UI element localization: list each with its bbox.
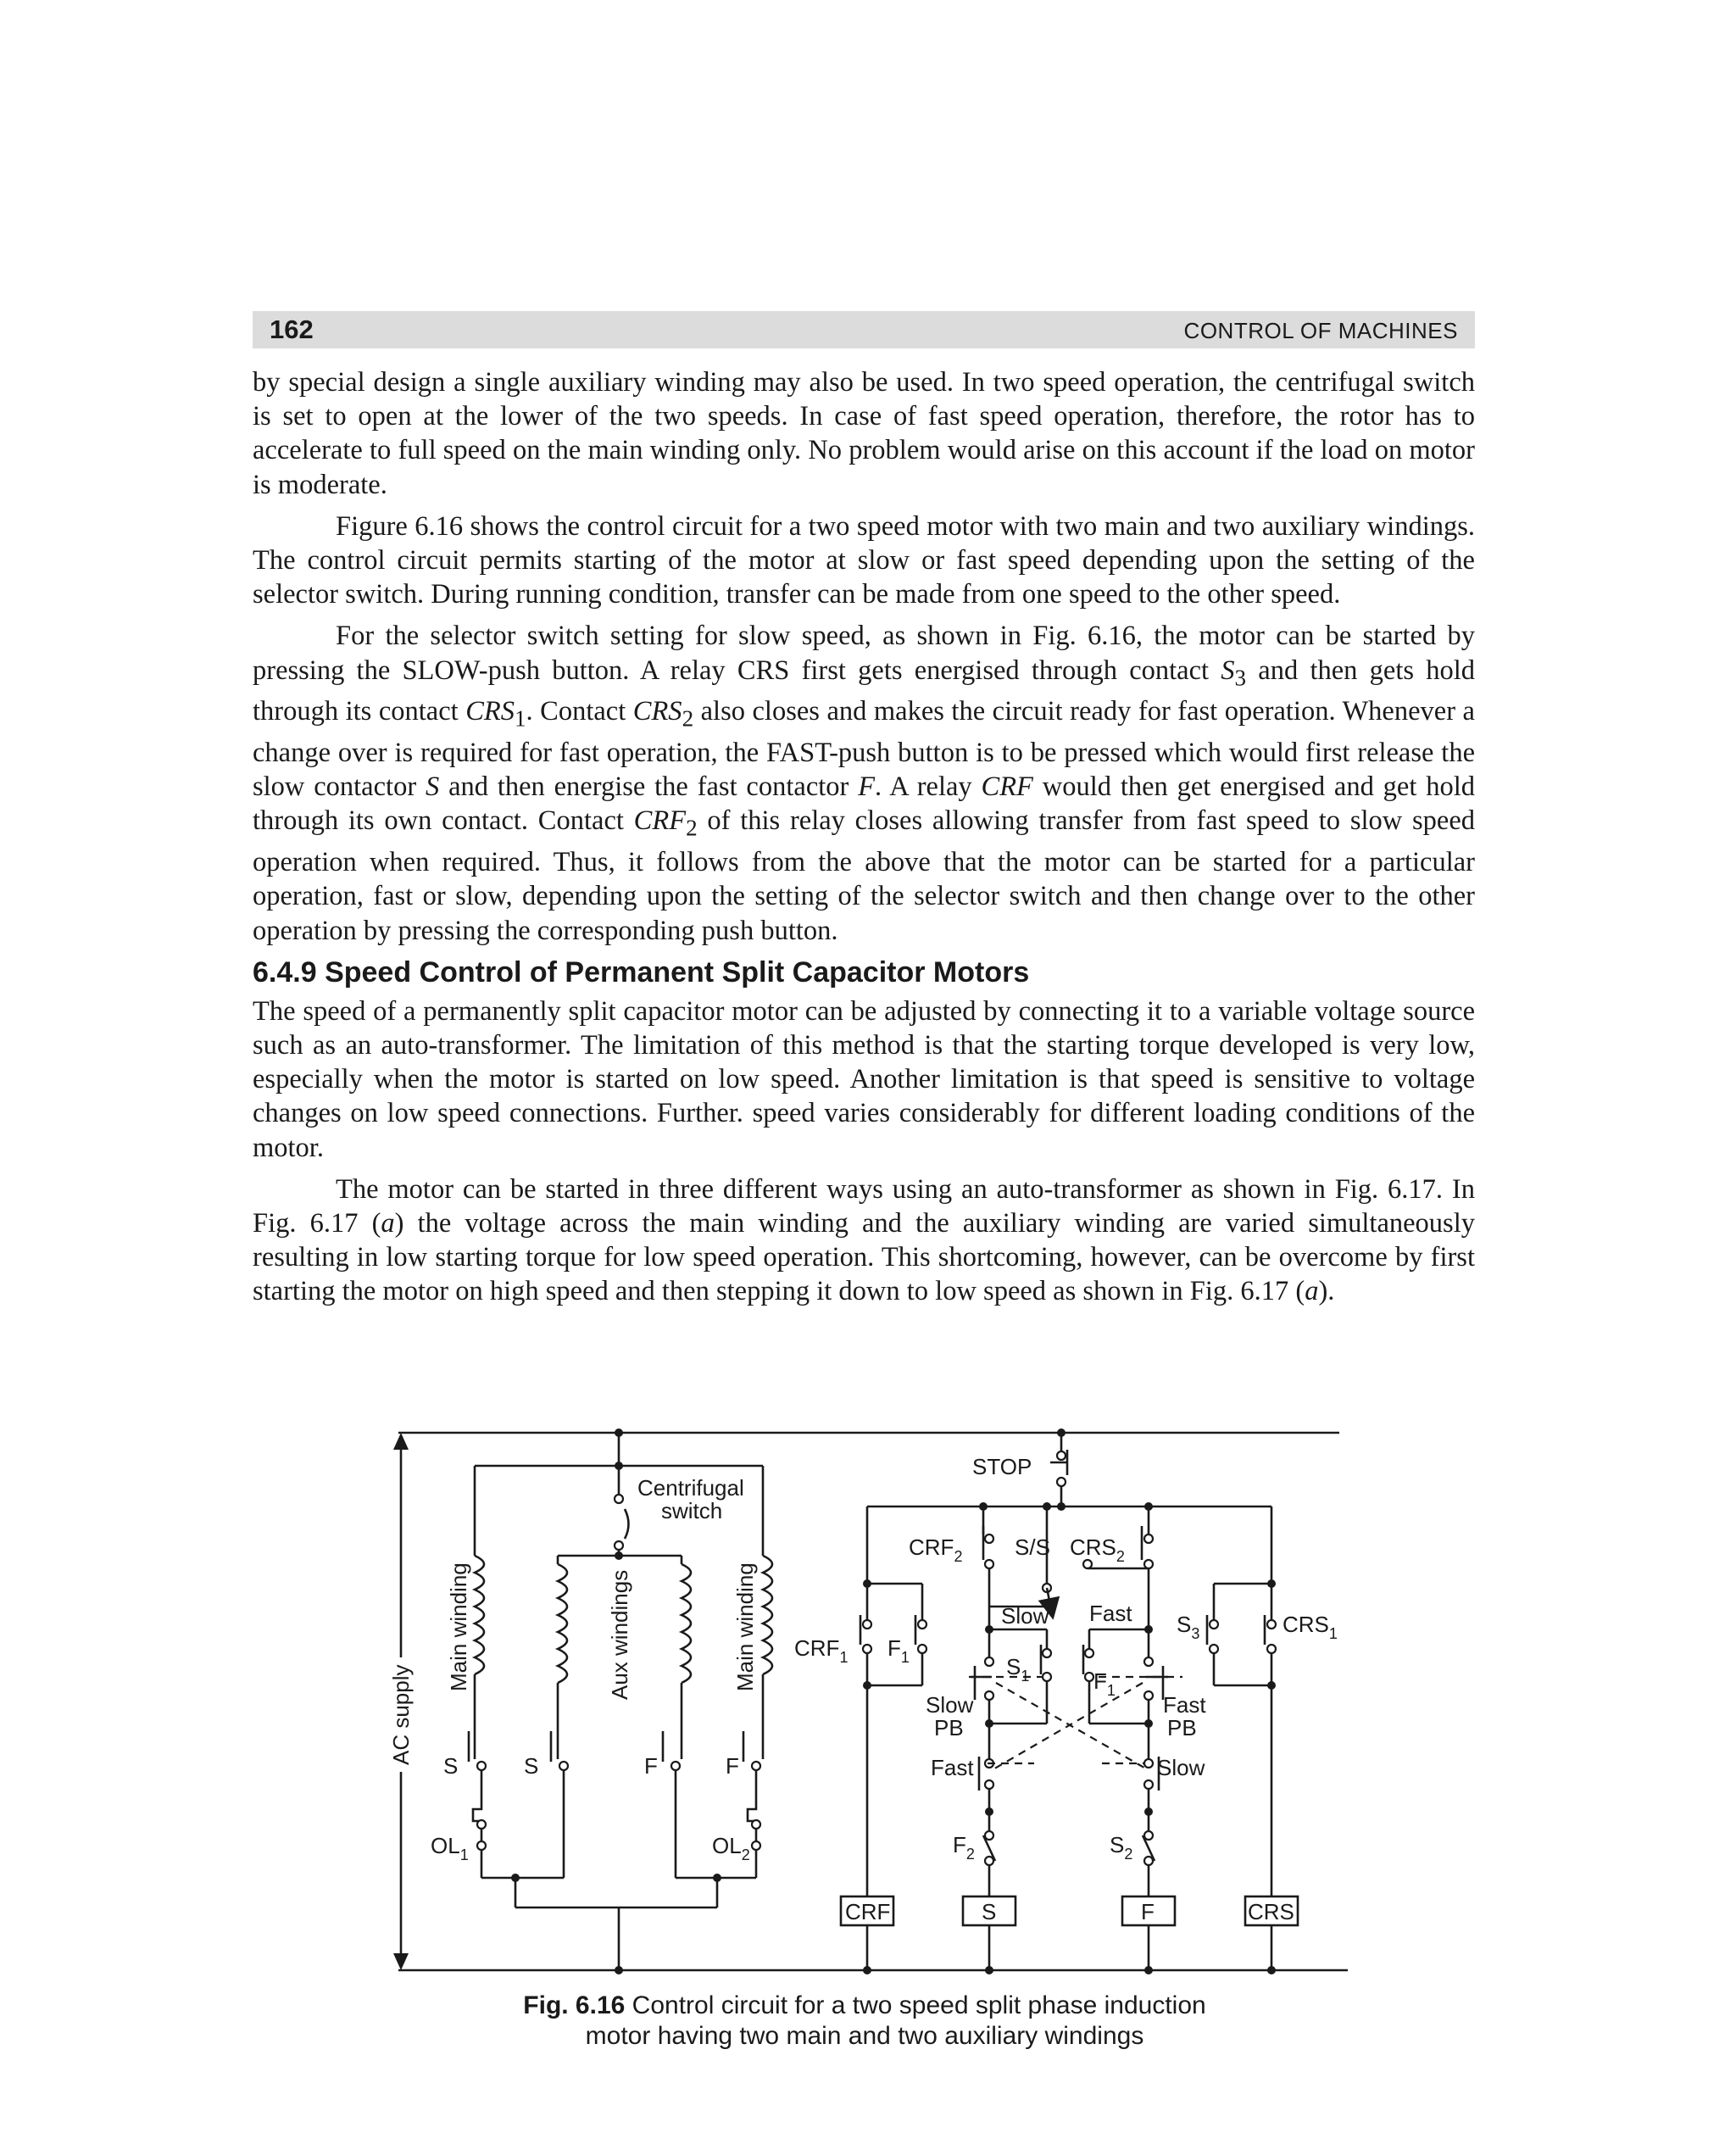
s1-contact-label: $S_1$ — [1006, 1654, 1030, 1685]
s2-contact-label: $S_2$ — [1110, 1832, 1133, 1863]
slow-selector-label: Slow — [1001, 1603, 1049, 1629]
slow-pb-label-2: PB — [934, 1715, 964, 1740]
figure-number: Fig. 6.16 — [523, 1991, 626, 2019]
fast-pb-label-1: Fast — [1163, 1692, 1206, 1718]
crs2-label: $CRS_2$ — [1070, 1534, 1125, 1565]
main-winding-right-label: Main winding — [732, 1562, 758, 1691]
contact-f-right-label: F — [726, 1753, 739, 1779]
running-head-title: CONTROL OF MACHINES — [1183, 318, 1458, 343]
caption-line-1: Control circuit for a two speed split phase induction — [632, 1991, 1206, 2019]
f2-contact-label: $F_2$ — [953, 1832, 975, 1863]
overload-1-label: $OL_1$ — [431, 1833, 469, 1863]
crf1-label: $CRF_1$ — [794, 1635, 849, 1666]
crf-coil-label: CRF — [845, 1899, 891, 1924]
page-number: 162 — [270, 315, 314, 344]
slow-pb-label-1: Slow — [926, 1692, 974, 1718]
overload-2-label: $OL_2$ — [712, 1833, 750, 1863]
contact-s-aux-label: S — [524, 1753, 539, 1779]
s3-contact-label: $S_3$ — [1177, 1612, 1200, 1642]
s-coil-label: S — [982, 1899, 997, 1924]
crs1-contact-label: $CRS_1$ — [1283, 1612, 1338, 1642]
crf2-label: $CRF_2$ — [909, 1534, 963, 1565]
f1-contact-label: $F_1$ — [887, 1635, 910, 1666]
slow-interlock-label: Slow — [1157, 1755, 1205, 1780]
selector-switch-label: S/S — [1015, 1534, 1050, 1560]
stop-label: STOP — [972, 1454, 1032, 1479]
caption-line-2: motor having two main and two auxiliary windings — [585, 2022, 1144, 2050]
ac-supply-label: AC supply — [388, 1664, 414, 1765]
motor-power-section — [469, 1428, 772, 1974]
switch-label: switch — [661, 1498, 723, 1523]
paragraph-2: Figure 6.16 shows the control circuit for a two speed motor with two main and two auxiliary windings. The control circuit permits starting of the motor at slow or fast speed depending upon the setting of the selector switch. During running condition, transfer can be made from one speed to the other speed. — [253, 510, 1475, 610]
paragraph-4: The speed of a permanently split capacitor motor can be adjusted by connecting it to a variable voltage source such as an auto-transformer. The limitation of this method is that the starting torque developed is very low, especially when the motor is started on low speed. Another limitation is that speed is sensitive to voltage changes on low speed connections. Further. speed varies considerably for different loading conditions of the motor. — [253, 995, 1475, 1163]
aux-windings-label: Aux windings — [607, 1569, 632, 1700]
fast-interlock-label: Fast — [931, 1755, 974, 1780]
paragraph-5: The motor can be started in three different ways using an auto-transformer as shown in Fig. 6.17. In Fig. 6.17 (a) the voltage across the main winding and the auxiliary winding are varied simultaneously resulting in low starting torque for low speed operation. This shortcoming, however, can be overcome by first starting the motor on high speed and then stepping it down to low speed as shown in Fig. 6.17 (a). — [253, 1173, 1475, 1307]
crs-coil-label: CRS — [1248, 1899, 1294, 1924]
centrifugal-label: Centrifugal — [637, 1475, 744, 1501]
contact-f-aux-label: F — [644, 1753, 658, 1779]
section-heading: 6.4.9 Speed Control of Permanent Split Capacitor Motors — [253, 955, 1030, 989]
control-circuit-section — [841, 1428, 1298, 1974]
fast-selector-label: Fast — [1089, 1601, 1132, 1626]
f-coil-label: F — [1141, 1899, 1155, 1924]
fast-pb-label-2: PB — [1167, 1715, 1197, 1740]
figure-caption — [441, 1991, 1288, 2052]
paragraph-3: For the selector switch setting for slow speed, as shown in Fig. 6.16, the motor can be started by pressing the SLOW-push button. A relay CRS first gets energised through contact $S_3$ and then gets hold through its contact $CRS_1$. Contact $CRS_2$ also closes and makes the circuit ready for fast operation. Whenever a change over is required for fast operation, the FAST-push button is to be pressed which would first release the slow contactor S and then energise the fast contactor F. A relay CRF would then get energised and get hold through its own contact. Contact $CRF_2$ of this relay closes allowing transfer from fast speed to slow speed operation when required. Thus, it follows from the above that the motor can be started for a particular operation, fast or slow, depending upon the setting of the selector switch and then change over to the other operation by pressing the corresponding push button. — [253, 621, 1475, 946]
paragraph-1: by special design a single auxiliary winding may also be used. In two speed operation, the centrifugal switch is set to open at the lower of the two speeds. In case of fast speed operation, therefore, the rotor has to accelerate to full speed on the main winding only. No problem would arise on this account if the load on motor is moderate. — [253, 367, 1475, 500]
main-winding-left-label: Main winding — [446, 1562, 471, 1691]
f1-interlock-label: $F_1$ — [1093, 1668, 1116, 1699]
contact-s-left-label: S — [443, 1753, 459, 1779]
